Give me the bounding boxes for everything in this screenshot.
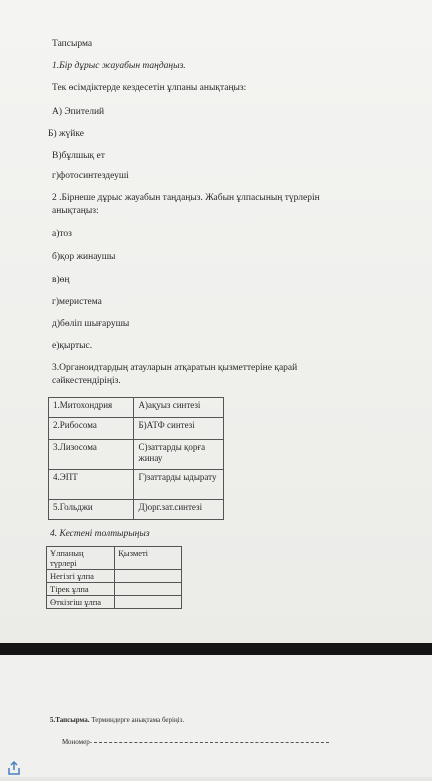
table-cell: А)ақуыз синтезі	[134, 398, 224, 418]
table-cell-empty	[115, 596, 182, 609]
q3-title-line2: сәйкестендіріңіз.	[52, 376, 121, 386]
q2-option-a: а)тоз	[52, 229, 72, 239]
q2-option-c: в)өң	[52, 275, 70, 285]
table-cell: Д)орг.зат.синтезі	[134, 500, 224, 520]
table-row	[49, 470, 224, 500]
q2-option-b: б)қор жинаушы	[52, 252, 116, 262]
page-gap-divider	[0, 643, 432, 655]
table-row	[47, 583, 182, 596]
q2-option-f: е)қыртыс.	[52, 341, 93, 351]
q1-option-d: г)фотосинтездеуші	[52, 171, 129, 181]
q4-fill-table	[46, 546, 182, 609]
q2-title-line2: анықтаңыз:	[52, 206, 99, 216]
table-cell: 4.ЭПТ	[49, 470, 134, 500]
table-cell: С)заттарды қорға жинау	[134, 440, 224, 470]
q2-option-d: г)меристема	[52, 297, 102, 307]
q2-option-e: д)бөліп шығарушы	[52, 319, 130, 329]
task5-label: 5.Тапсырма.	[50, 716, 90, 724]
table-cell: Негізгі ұлпа	[47, 570, 115, 583]
table-cell: Б)АТФ синтезі	[134, 418, 224, 440]
q1-option-b: Б) жүйке	[48, 129, 84, 139]
q4-title: 4. Кестені толтырыңыз	[50, 529, 150, 539]
page-header: Тапсырма	[52, 39, 93, 49]
answer-blank	[94, 742, 329, 743]
table-header-row	[47, 547, 182, 570]
term-label: Мономер-	[62, 738, 93, 746]
term-line	[62, 738, 329, 746]
q3-title-line1: 3.Органоидтардың атауларын атқаратын қызметтеріне қарай	[52, 363, 298, 373]
table-row	[49, 418, 224, 440]
table-cell: 3.Лизосома	[49, 440, 134, 470]
table-cell: Г)заттарды ыдырату	[134, 470, 224, 500]
task5-text: Терминдерге анықтама беріңіз.	[89, 716, 185, 724]
q1-option-c: В)бұлшық ет	[52, 151, 105, 161]
table-header-cell: Ұлпаның түрлері	[47, 547, 115, 570]
table-cell-empty	[115, 583, 182, 596]
table-cell: 2.Рибосома	[49, 418, 134, 440]
q3-matching-table	[48, 397, 224, 520]
q1-option-a: А) Эпителий	[52, 107, 105, 117]
table-row	[47, 596, 182, 609]
table-cell: Өткізгіш ұлпа	[47, 596, 115, 609]
table-row	[49, 440, 224, 470]
table-row	[49, 398, 224, 418]
table-row	[47, 570, 182, 583]
table-cell: Тірек ұлпа	[47, 583, 115, 596]
q2-title-line1: 2 .Бірнеше дұрыс жауабын таңдаңыз. Жабын ұлпасының түрлерін	[52, 193, 320, 203]
table-cell: 5.Гольджи	[49, 500, 134, 520]
table-header-cell: Қызметі	[115, 547, 182, 570]
table-cell-empty	[115, 570, 182, 583]
table-cell: 1.Митохондрия	[49, 398, 134, 418]
table-row	[49, 500, 224, 520]
share-icon[interactable]	[6, 760, 22, 776]
task5-line	[50, 716, 184, 724]
q1-question: Тек өсімдіктерде кездесетін ұлпаны анықтаңыз:	[52, 83, 247, 93]
q1-title: 1.Бір дұрыс жауабын таңдаңыз.	[52, 61, 186, 71]
